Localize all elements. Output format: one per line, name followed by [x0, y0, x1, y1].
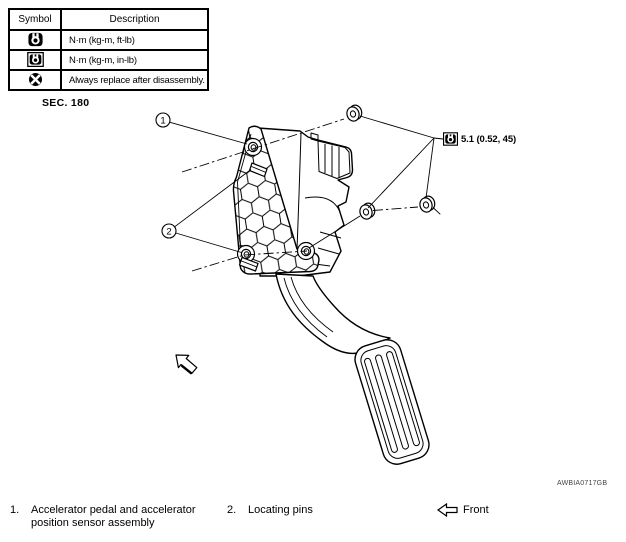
- symbol-description: N·m (kg-m, in-lb): [61, 50, 208, 70]
- caption-item-1-number: 1.: [10, 504, 20, 516]
- front-arrow-icon: [437, 503, 458, 522]
- symbol-column-header: Symbol: [9, 9, 61, 30]
- section-label: SEC. 180: [42, 97, 90, 109]
- symbol-description: N·m (kg-m, ft-lb): [61, 30, 208, 50]
- torque-value: 5.1 (0.52, 45): [461, 133, 517, 145]
- washer-middle: [358, 202, 376, 221]
- callout-2: [162, 224, 176, 238]
- callout-1-number: 1: [160, 115, 166, 127]
- torque-inlb-icon: [443, 132, 458, 146]
- figure-id: AWBIA0717GB: [557, 480, 608, 487]
- front-direction-arrow-icon: [176, 355, 197, 374]
- front-label: Front: [463, 504, 489, 516]
- callout-1: [156, 113, 170, 127]
- symbol-description: Always replace after disassembly.: [61, 70, 208, 90]
- pedal-arm: [276, 274, 390, 353]
- washer-right: [418, 195, 436, 214]
- torque-callout: [443, 132, 516, 146]
- description-column-header: Description: [61, 9, 208, 30]
- caption-item-2-text: Locating pins: [248, 504, 313, 516]
- callout-2-number: 2: [166, 226, 172, 238]
- washer-top: [345, 104, 363, 123]
- caption-item-2-number: 2.: [227, 504, 237, 516]
- caption-item-1-text: Accelerator pedal and accelerator position sensor assembly: [31, 504, 196, 529]
- pedal-pad: [352, 336, 433, 467]
